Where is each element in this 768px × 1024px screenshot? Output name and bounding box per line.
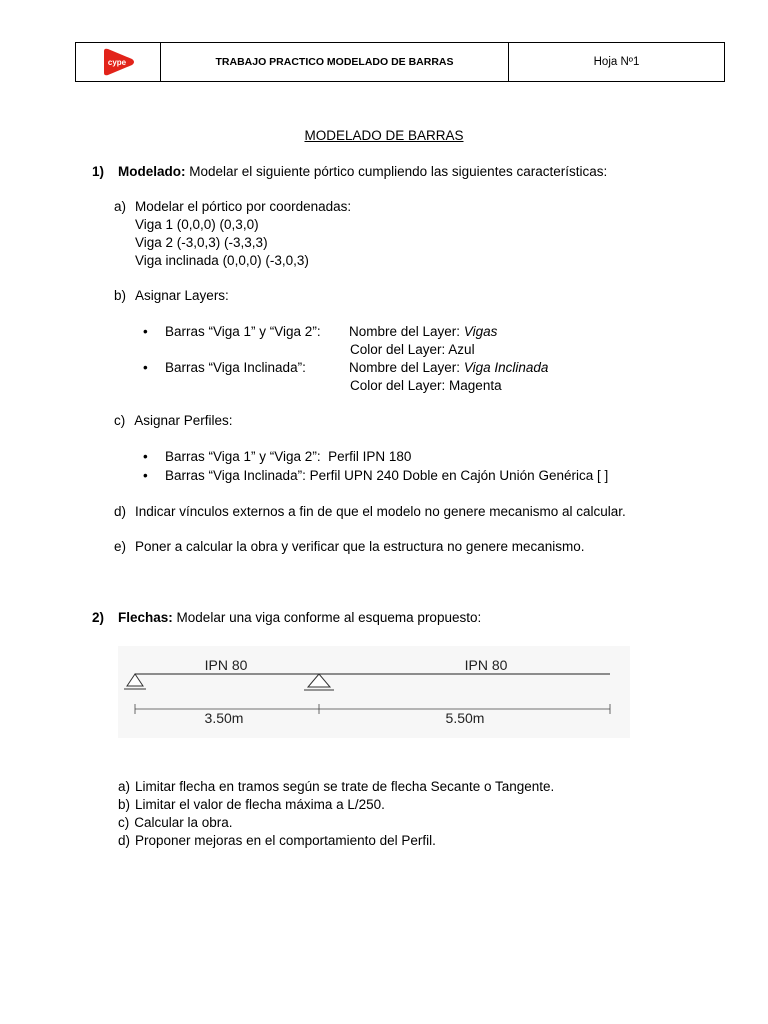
section1-heading-line — [92, 164, 607, 180]
coord-line-3: Viga inclinada (0,0,0) (-3,0,3) — [135, 253, 309, 268]
layer-item-2-label: Barras “Viga Inclinada”: — [165, 360, 306, 375]
profile-item-1: Barras “Viga 1” y “Viga 2”: Perfil IPN 180 — [165, 449, 412, 464]
item-d-marker: d) — [114, 504, 127, 519]
profile-item-2: Barras “Viga Inclinada”: Perfil UPN 240 Doble en Cajón Unión Genérica [ ] — [165, 468, 609, 483]
document-header — [75, 42, 725, 82]
item-b-line — [114, 288, 229, 304]
layer-name-value: Vigas — [463, 324, 498, 339]
flecha-item-text: Calcular la obra. — [134, 815, 233, 830]
bullet-marker: • — [143, 468, 148, 483]
section1-heading: Modelado: — [118, 164, 186, 179]
document-title: MODELADO DE BARRAS — [304, 128, 464, 143]
cype-logo — [100, 47, 136, 77]
layer-item-1-label: Barras “Viga 1” y “Viga 2”: — [165, 324, 321, 339]
coord-line-2: Viga 2 (-3,0,3) (-3,3,3) — [135, 235, 268, 250]
section2-number: 2) — [92, 610, 105, 625]
flecha-item-marker: b) — [118, 797, 131, 812]
logo-cell — [76, 43, 161, 81]
flecha-item-d — [118, 833, 436, 849]
flecha-item-text: Limitar el valor de flecha máxima a L/250. — [135, 797, 385, 812]
bullet-marker: • — [143, 449, 148, 464]
item-b-text: Asignar Layers: — [135, 288, 229, 303]
page-number: Hoja Nº1 — [593, 56, 640, 68]
layer-item-2-name — [349, 360, 548, 376]
section2-intro: Modelar una viga conforme al esquema propuesto: — [172, 610, 482, 625]
flecha-item-text: Proponer mejoras en el comportamiento del Perfil. — [135, 833, 436, 848]
coord-line-1: Viga 1 (0,0,0) (0,3,0) — [135, 217, 259, 232]
item-c-text: Asignar Perfiles: — [134, 413, 233, 428]
logo-text: cype — [107, 58, 127, 67]
flecha-item-a — [118, 779, 554, 795]
layer-name-label: Nombre del Layer: — [349, 360, 464, 375]
layer-item-1-name — [349, 324, 497, 340]
bullet-marker: • — [143, 360, 148, 375]
layer-item-2-color: Color del Layer: Magenta — [350, 378, 502, 393]
bullet-marker: • — [143, 324, 148, 339]
diagram-background — [118, 646, 630, 738]
section1-intro: Modelar el siguiente pórtico cumpliendo las siguientes características: — [185, 164, 608, 179]
layer-item-1-color: Color del Layer: Azul — [350, 342, 475, 357]
span-2-profile: IPN 80 — [464, 657, 508, 673]
flecha-item-b — [118, 797, 385, 813]
section2-heading: Flechas: — [118, 610, 173, 625]
item-e-line — [114, 539, 585, 555]
beam-diagram — [118, 646, 630, 738]
item-e-text: Poner a calcular la obra y verificar que la estructura no genere mecanismo. — [135, 539, 585, 554]
item-d-text: Indicar vínculos externos a fin de que el modelo no genere mecanismo al calcular. — [135, 504, 626, 519]
item-b-marker: b) — [114, 288, 127, 303]
item-d-line — [114, 504, 626, 520]
flecha-item-marker: a) — [118, 779, 131, 794]
header-title: TRABAJO PRACTICO MODELADO DE BARRAS — [161, 43, 509, 81]
item-a-marker: a) — [114, 199, 127, 214]
span-1-profile: IPN 80 — [204, 657, 248, 673]
flecha-item-c — [118, 815, 233, 831]
item-c-marker: c) — [114, 413, 126, 428]
flecha-item-marker: d) — [118, 833, 131, 848]
flecha-item-marker: c) — [118, 815, 130, 830]
flecha-item-text: Limitar flecha en tramos según se trate de flecha Secante o Tangente. — [135, 779, 555, 794]
item-a-text: Modelar el pórtico por coordenadas: — [135, 199, 352, 214]
layer-name-value: Viga Inclinada — [463, 360, 549, 375]
item-c-line — [114, 413, 233, 429]
section2-heading-line — [92, 610, 481, 626]
span-1-length: 3.50m — [204, 710, 244, 726]
item-e-marker: e) — [114, 539, 127, 554]
item-a-line — [114, 199, 351, 215]
span-2-length: 5.50m — [445, 710, 485, 726]
layer-name-label: Nombre del Layer: — [349, 324, 464, 339]
section1-number: 1) — [92, 164, 105, 179]
